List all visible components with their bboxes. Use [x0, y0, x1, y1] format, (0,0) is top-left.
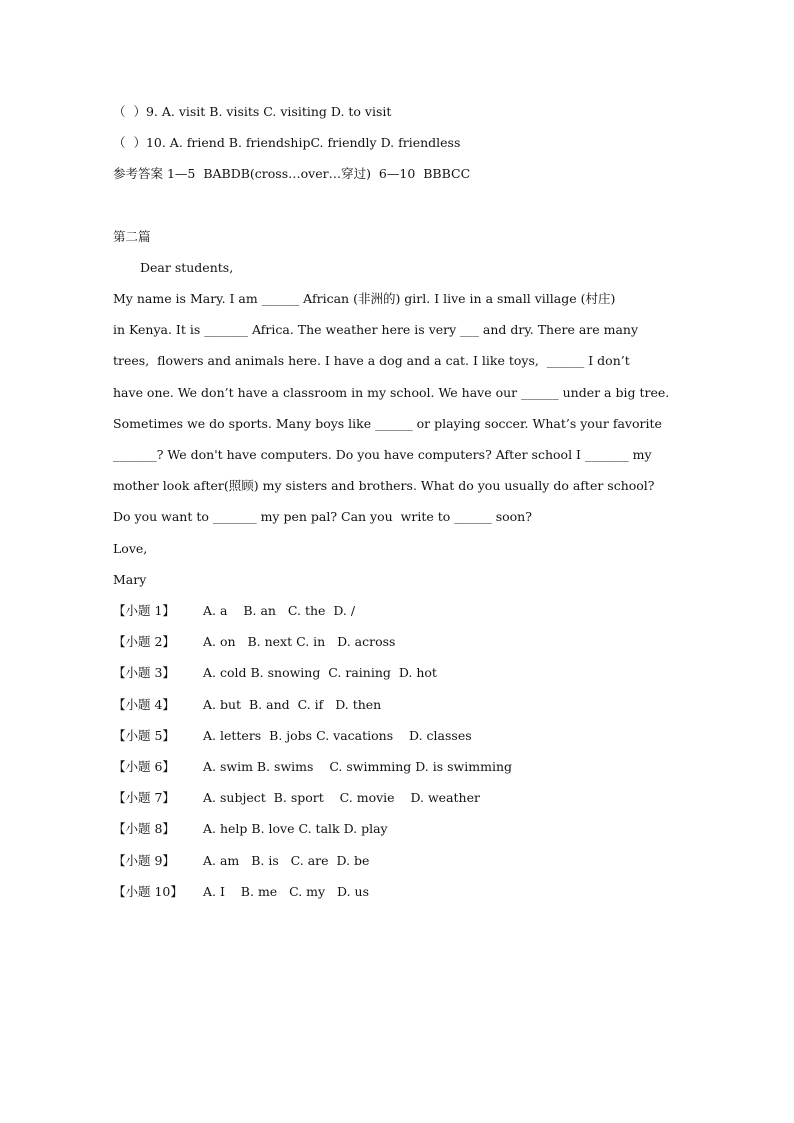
- letter-line: My name is Mary. I am ______ African (非洲的) girl. I live in a small village (村庄): [113, 291, 616, 306]
- question-tag: 【小题 7】: [113, 790, 175, 805]
- question-options: A. but B. and C. if D. then: [203, 697, 382, 712]
- question-row: [113, 821, 388, 837]
- letter-line: trees, flowers and animals here. I have a dog and a cat. I like toys, ______ I don’t: [113, 353, 630, 368]
- question-tag: 【小题 9】: [113, 853, 175, 868]
- question-options: A. subject B. sport C. movie D. weather: [203, 790, 480, 805]
- letter-line: have one. We don’t have a classroom in my school. We have our ______ under a big tree.: [113, 385, 670, 400]
- question-tag: 【小题 10】: [113, 884, 183, 899]
- question-row: [113, 884, 369, 900]
- letter-signature: Mary: [113, 572, 147, 587]
- question-row: [113, 728, 472, 744]
- letter-greeting: Dear students,: [140, 260, 234, 275]
- question-options: A. letters B. jobs C. vacations D. classes: [203, 728, 472, 743]
- question-row: [113, 603, 355, 619]
- letter-closing: Love,: [113, 541, 148, 556]
- question-row: [113, 697, 381, 713]
- letter-line: in Kenya. It is _______ Africa. The weather here is very ___ and dry. There are many: [113, 322, 639, 337]
- question-row: [113, 853, 369, 869]
- question-row: [113, 634, 395, 650]
- question-9-line: （ ）9. A. visit B. visits C. visiting D. to visit: [113, 104, 392, 119]
- answer-key: 参考答案 1—5 BABDB(cross…over…穿过) 6—10 BBBCC: [113, 166, 471, 181]
- question-10-line: （ ）10. A. friend B. friendshipC. friendly D. friendless: [113, 135, 461, 150]
- question-options: A. am B. is C. are D. be: [203, 853, 370, 868]
- question-tag: 【小题 2】: [113, 634, 175, 649]
- question-tag: 【小题 4】: [113, 697, 175, 712]
- question-options: A. a B. an C. the D. /: [203, 603, 356, 618]
- section-title: 第二篇: [113, 229, 151, 244]
- question-options: A. cold B. snowing C. raining D. hot: [203, 665, 437, 680]
- question-row: [113, 790, 480, 806]
- question-tag: 【小题 3】: [113, 665, 175, 680]
- letter-line: _______? We don't have computers. Do you have computers? After school I _______ my: [113, 447, 652, 462]
- question-options: A. swim B. swims C. swimming D. is swimming: [203, 759, 513, 774]
- question-options: A. I B. me C. my D. us: [203, 884, 369, 899]
- question-tag: 【小题 5】: [113, 728, 175, 743]
- letter-line: Sometimes we do sports. Many boys like ______ or playing soccer. What’s your favorite: [113, 416, 662, 431]
- question-options: A. help B. love C. talk D. play: [203, 821, 388, 836]
- question-row: [113, 759, 512, 775]
- question-tag: 【小题 1】: [113, 603, 175, 618]
- question-tag: 【小题 6】: [113, 759, 175, 774]
- question-tag: 【小题 8】: [113, 821, 175, 836]
- question-row: [113, 665, 437, 681]
- letter-line: Do you want to _______ my pen pal? Can you write to ______ soon?: [113, 509, 532, 524]
- letter-line: mother look after(照顾) my sisters and brothers. What do you usually do after school?: [113, 478, 655, 493]
- question-options: A. on B. next C. in D. across: [203, 634, 396, 649]
